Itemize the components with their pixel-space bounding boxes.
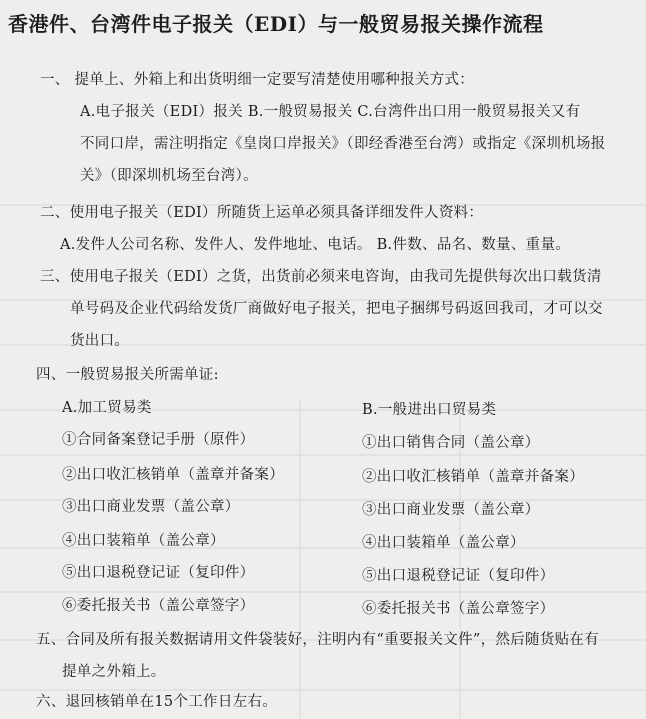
section-4-col-a-title: A.加工贸易类: [62, 400, 152, 416]
section-4-col-b-title: B.一般进出口贸易类: [362, 402, 497, 418]
col-a-item-1: ①合同备案登记手册（原件）: [62, 432, 255, 448]
document-title: 香港件、台湾件电子报关（EDI）与一般贸易报关操作流程: [8, 12, 544, 36]
section-6-line-1: 六、退回核销单在15个工作日左右。: [36, 694, 278, 710]
section-1-heading: 一、 提单上、外箱上和出货明细一定要写清楚使用哪种报关方式：: [40, 72, 475, 88]
col-b-item-4: ④出口装箱单（盖公章）: [362, 535, 525, 551]
col-b-item-5: ⑤出口退税登记证（复印件）: [362, 568, 555, 584]
section-1-line-1: A.电子报关（EDI）报关 B.一般贸易报关 C.台湾件出口用一般贸易报关又有: [80, 104, 581, 120]
section-1-line-3: 关》（即深圳机场至台湾）。: [80, 168, 258, 184]
section-4-heading: 四、一般贸易报关所需单证:: [36, 367, 219, 383]
col-a-item-6: ⑥委托报关书（盖公章签字）: [62, 598, 255, 614]
section-5-line-2: 提单之外箱上。: [62, 664, 166, 680]
col-a-item-5: ⑤出口退税登记证（复印件）: [62, 565, 255, 581]
section-3-line-3: 货出口。: [70, 333, 130, 349]
col-b-item-6: ⑥委托报关书（盖公章签字）: [362, 601, 555, 617]
section-5-line-1: 五、合同及所有报关数据请用文件袋装好，注明内有“重要报关文件”，然后随货贴在有: [36, 632, 600, 648]
col-b-item-1: ①出口销售合同（盖公章）: [362, 435, 540, 451]
section-1-line-2: 不同口岸，需注明指定《皇岗口岸报关》（即经香港至台湾）或指定《深圳机场报: [80, 136, 606, 152]
col-b-item-3: ③出口商业发票（盖公章）: [362, 502, 540, 518]
col-a-item-4: ④出口装箱单（盖公章）: [62, 533, 225, 549]
section-2-heading: 二、使用电子报关（EDI）所随货上运单必须具备详细发件人资料：: [40, 205, 484, 221]
col-a-item-3: ③出口商业发票（盖公章）: [62, 499, 240, 515]
section-3-line-1: 三、使用电子报关（EDI）之货，出货前必须来电咨询，由我司先提供每次出口载货清: [40, 269, 602, 285]
section-3-line-2: 单号码及企业代码给发货厂商做好电子报关，把电子捆绑号码返回我司，才可以交: [70, 301, 603, 317]
col-a-item-2: ②出口收汇核销单（盖章并备案）: [62, 467, 284, 483]
col-b-item-2: ②出口收汇核销单（盖章并备案）: [362, 469, 584, 485]
section-2-line-1: A.发件人公司名称、发件人、发件地址、电话。 B.件数、品名、数量、重量。: [60, 237, 571, 253]
